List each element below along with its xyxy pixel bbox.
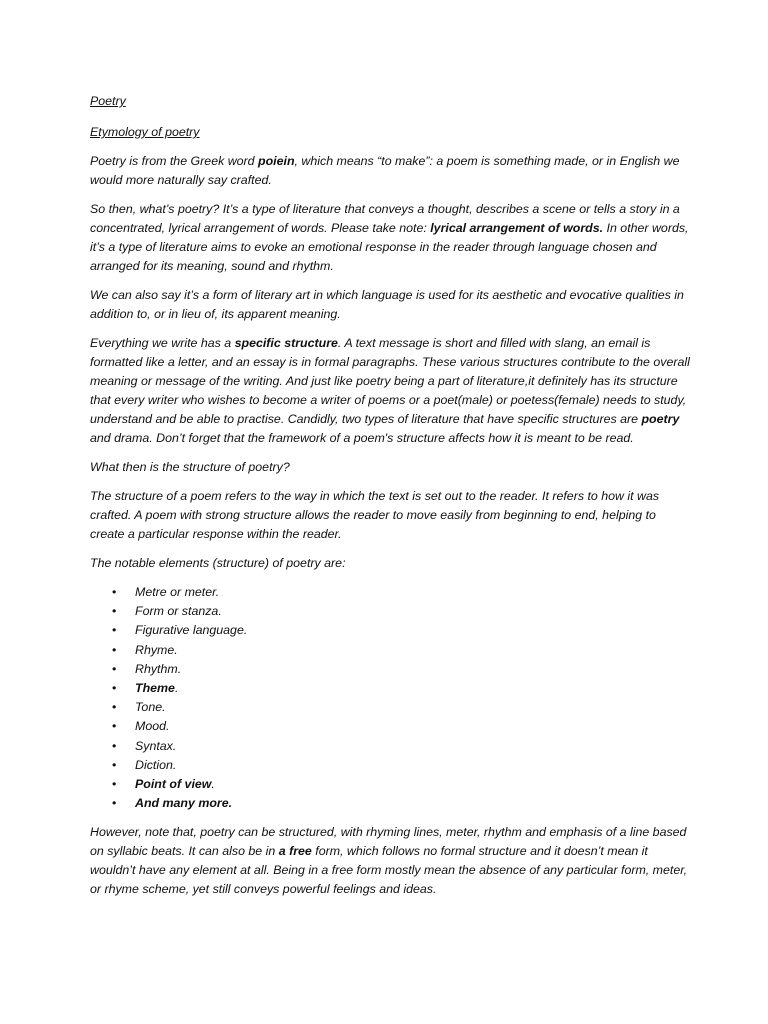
- text-run: and drama. Don’t forget that the framework of a poem's structure affects how it is meant to be read.: [90, 431, 634, 445]
- paragraph-structure: [90, 334, 690, 448]
- list-item-text: Rhyme.: [135, 642, 178, 657]
- paragraph-question: What then is the structure of poetry?: [90, 460, 290, 474]
- list-item: [90, 621, 690, 640]
- list-item-text: Mood.: [135, 719, 170, 734]
- paragraph-structure-definition: The structure of a poem refers to the way in which the text is set out to the reader. It refers to how it was crafted. A poem with strong structure allows the reader to move easily from beginning to end, helping to create a particular response within the reader.: [90, 489, 660, 541]
- text-run: form, which follows no formal structure and it doesn’t mean it wouldn’t have any element at all. Being in a free form mostly mean the absence of any particular form, meter, or rhyme scheme, yet still conveys powerful feelings and ideas.: [90, 844, 688, 897]
- list-item: [90, 698, 690, 717]
- document-page: [90, 92, 690, 909]
- bullet-icon: •: [112, 585, 117, 599]
- list-item: [90, 756, 690, 775]
- paragraph-list-intro: The notable elements (structure) of poetry are:: [90, 556, 346, 570]
- bullet-icon: •: [112, 623, 117, 638]
- text-run: . A text message is short and filled with slang, an email is formatted like a letter, and an essay is in formal paragraphs. These various structures contribute to the overall meaning or message of the writing. And just like poetry being a part of literature,it definitely has its structure that every writer who wishes to become a writer of poems or a poet(male) or poetess(female) needs to study, understand and be able to practise. Candidly, two types of literature that have specific structures are: [90, 336, 690, 426]
- text-run: Everything we write has a: [90, 336, 235, 350]
- list-item-text: Diction.: [135, 757, 177, 772]
- bullet-icon: •: [112, 700, 117, 715]
- paragraph-etymology: [90, 152, 690, 190]
- list-item-text: Form or stanza.: [135, 604, 222, 619]
- bullet-icon: •: [112, 661, 117, 676]
- list-item: [90, 641, 690, 660]
- list-item-text-bold: Point of view: [135, 777, 212, 792]
- paragraph-definition: [90, 200, 690, 276]
- list-item: [90, 775, 690, 794]
- list-item-text: Figurative language.: [135, 623, 248, 638]
- list-item-text: .: [174, 681, 179, 696]
- bullet-icon: •: [112, 738, 117, 753]
- document-title: Poetry: [90, 94, 126, 108]
- paragraph-free-form: [90, 823, 690, 899]
- list-item-text: Tone.: [135, 700, 166, 715]
- list-item-text: Rhythm.: [135, 661, 182, 676]
- text-run: , which means “to make”: a poem is something made, or in English we would more naturally say crafted.: [90, 154, 680, 187]
- elements-list: [90, 583, 690, 813]
- bullet-icon: •: [112, 777, 117, 792]
- bold-term-specific-structure: specific structure: [234, 336, 338, 350]
- list-item: [90, 717, 690, 736]
- text-run: In other words, it’s a type of literature aims to evoke an emotional response in the reader through language chosen and arranged for its meaning, sound and rhythm.: [90, 221, 689, 273]
- list-item: [90, 660, 690, 679]
- list-item-text: Metre or meter.: [135, 585, 220, 599]
- bullet-icon: •: [112, 757, 117, 772]
- bold-term-poetry: poetry: [641, 412, 680, 426]
- list-item-text-bold: And many more.: [135, 796, 233, 811]
- paragraph-literary-art: We can also say it’s a form of literary art in which language is used for its aesthetic and evocative qualities in addition to, or in lieu of, its apparent meaning.: [90, 288, 684, 321]
- text-run: So then, what’s poetry? It’s a type of literature that conveys a thought, describes a scene or tells a story in a concentrated, lyrical arrangement of words. Please take note:: [90, 202, 680, 235]
- bold-term-lyrical-arrangement: lyrical arrangement of words.: [430, 221, 604, 235]
- text-run: However, note that, poetry can be structured, with rhyming lines, meter, rhythm and emphasis of a line based on syllabic beats. It can also be in: [90, 825, 687, 859]
- bullet-icon: •: [112, 719, 117, 734]
- list-item: [90, 602, 690, 621]
- bullet-icon: •: [112, 681, 117, 696]
- text-run: Poetry is from the Greek word: [90, 154, 259, 168]
- section-heading-etymology: Etymology of poetry: [90, 125, 200, 139]
- list-item-text: Syntax.: [135, 738, 177, 753]
- bold-term-a-free: a free: [278, 844, 312, 859]
- list-item: [90, 583, 690, 602]
- list-item-text-bold: Theme: [135, 681, 175, 696]
- list-item: [90, 737, 690, 756]
- bullet-icon: •: [112, 642, 117, 657]
- bold-term-poiein: poiein: [258, 154, 295, 168]
- bullet-icon: •: [112, 796, 117, 811]
- list-item-text: .: [211, 777, 215, 792]
- list-item: [90, 679, 690, 698]
- bullet-icon: •: [112, 604, 117, 619]
- list-item: [90, 794, 690, 813]
